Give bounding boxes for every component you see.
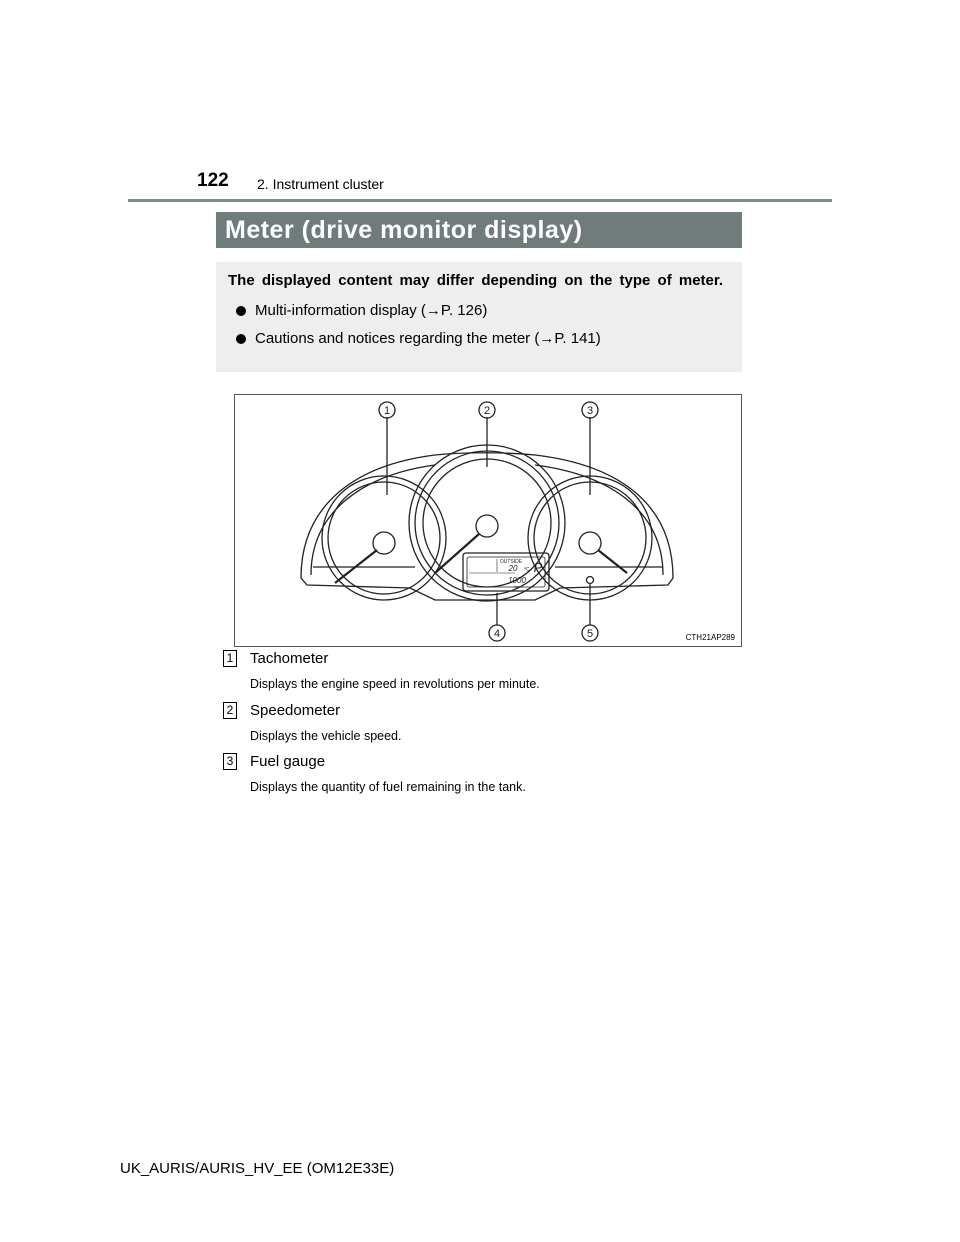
page-number: 122: [197, 170, 229, 191]
section-title: 2. Instrument cluster: [257, 176, 384, 192]
bullet-text[interactable]: Cautions and notices regarding the meter (→P. 141): [255, 330, 601, 347]
display-odometer: 1000: [508, 576, 526, 585]
bullet-icon: [236, 306, 246, 316]
display-shift-position: P: [533, 560, 543, 575]
figure-code: CTH21AP289: [685, 633, 735, 642]
item-number: 1: [223, 650, 237, 667]
intro-text: The displayed content may differ depending on the type of meter.: [228, 272, 724, 289]
display-temp-unit: °C: [524, 567, 530, 573]
display-outside-label: OUTSIDE: [499, 559, 523, 565]
list-item: [223, 702, 340, 719]
callout-2-label: 2: [483, 405, 491, 417]
callout-3-label: 3: [586, 405, 594, 417]
bullet-item: [228, 329, 730, 349]
footer-doc-id: UK_AURIS/AURIS_HV_EE (OM12E33E): [120, 1160, 395, 1177]
instrument-cluster-figure: [234, 394, 742, 647]
instrument-cluster-illustration: [235, 395, 741, 646]
item-description: Displays the engine speed in revolutions per minute.: [250, 677, 540, 691]
bullet-item: [228, 301, 730, 321]
header-rule: [128, 199, 832, 202]
display-temperature: 20: [508, 564, 518, 573]
bullet-text[interactable]: Multi-information display (→P. 126): [255, 302, 488, 319]
item-description: Displays the vehicle speed.: [250, 729, 402, 743]
item-label: Fuel gauge: [250, 753, 326, 770]
display-odo-unit: km: [514, 584, 520, 589]
callout-1-label: 1: [383, 405, 391, 417]
item-number: 2: [223, 702, 237, 719]
callout-5-label: 5: [586, 628, 594, 640]
callout-4-label: 4: [493, 628, 501, 640]
item-label: Tachometer: [250, 650, 329, 667]
tachometer-dial: [322, 476, 446, 600]
item-description: Displays the quantity of fuel remaining in the tank.: [250, 780, 526, 794]
item-number: 3: [223, 753, 237, 770]
list-item: [223, 753, 325, 770]
item-label: Speedometer: [250, 702, 341, 719]
list-item: [223, 650, 328, 667]
bullet-icon: [236, 334, 246, 344]
intro-box: [216, 262, 742, 372]
odo-reset-knob: [587, 577, 594, 584]
cluster-housing: [301, 453, 673, 600]
page-title: Meter (drive monitor display): [216, 212, 742, 248]
